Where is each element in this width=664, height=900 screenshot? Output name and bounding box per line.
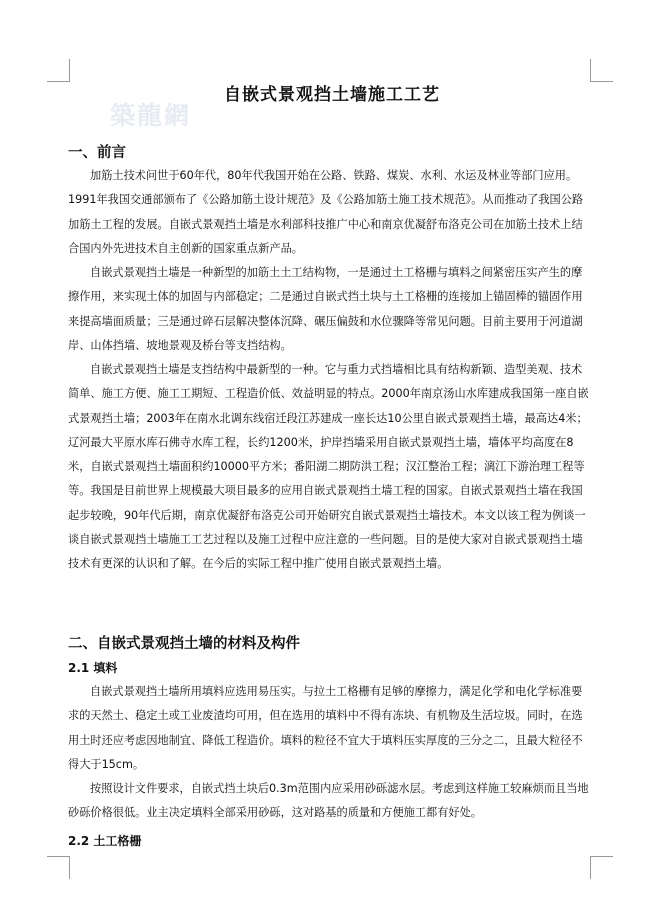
paragraph: 加筋土技术问世于60年代，80年代我国开始在公路、铁路、煤炭、水利、水运及林业等部门应用。1991年我国交通部颁布了《公路加筋土设计规范》及《公路加筋土施工技术规范》。从而推动了我国公路加筋土工程的发展。自嵌式景观挡土墙是水利部科技推广中心和南京优凝舒布洛克公司在加筋土技术上结合国内外先进技术自主创新的国家重点新产品。 xyxy=(68,169,584,255)
paragraph: 按照设计文件要求，自嵌式挡土块后0.3m范围内应采用砂砾滤水层。考虑到这样施工较麻烦而且当地砂砾价格很低。业主决定填料全部采用砂砾，这对路基的质量和方便施工都有好处。 xyxy=(68,782,589,820)
watermark-logo: 築龍網 xyxy=(110,101,192,130)
section-heading-preface: 一、前言 xyxy=(68,145,126,161)
crop-mark-top-right xyxy=(590,59,613,82)
crop-mark-top-left xyxy=(47,59,70,82)
paragraph: 自嵌式景观挡土墙是一种新型的加筋土土工结构物，一是通过土工格栅与填料之间紧密压实产生的摩擦作用，来实现土体的加固与内部稳定；二是通过自嵌式挡土块与土工格栅的连接加上锚固棒的锚固作用来提高墙面质量；三是通过碎石层解决整体沉降、碾压偏鼓和水位骤降等常见问题。目前主要用于河道湖岸、山体挡墙、坡地景观及桥台等支挡结构。 xyxy=(68,266,583,352)
section-heading-materials: 二、自嵌式景观挡土墙的材料及构件 xyxy=(68,636,300,652)
subsection-heading-geogrid: 2.2 土工格栅 xyxy=(68,834,142,848)
paragraph: 自嵌式景观挡土墙所用填料应选用易压实。与拉土工格栅有足够的摩擦力，满足化学和电化学标准要求的天然土、稳定土或工业废渣均可用，但在选用的填料中不得有冻块、有机物及生活垃圾。同时，在选用土时还应考虑因地制宜、降低工程造价。填料的粒径不宜大于填料压实厚度的三分之二，且最大粒径不得大于15cm。 xyxy=(68,685,583,771)
paragraph: 自嵌式景观挡土墙是支挡结构中最新型的一种。它与重力式挡墙相比具有结构新颖、造型美观、技术简单、施工方便、施工工期短、工程造价低、效益明显的特点。2000年南京汤山水库建成我国第一座自嵌式景观挡土墙；2003年在南水北调东线宿迁段江苏建成一座长达10公里自嵌式景观挡土墙，最高达4米；辽河最大平原水库石佛寺水库工程，长约1200米，护岸挡墙采用自嵌式景观挡土墙，墙体平均高度在8米，自嵌式景观挡土墙面积约10000平方米；番阳湖二期防洪工程；汉江整治工程；漓江下游治理工程等等。我国是目前世界上规模最大项目最多的应用自嵌式景观挡土墙工程的国家。自嵌式景观挡土墙在我国起步较晚，90年代后期，南京优凝舒布洛克公司开始研究自嵌式景观挡土墙技术。本文以该工程为例谈一谈自嵌式景观挡土墙施工工艺过程以及施工过程中应注意的一些问题。目的是使大家对自嵌式景观挡土墙技术有更深的认识和了解。在今后的实际工程中推广使用自嵌式景观挡土墙。 xyxy=(68,363,589,571)
crop-mark-bottom-right xyxy=(590,856,613,879)
document-title: 自嵌式景观挡土墙施工工艺 xyxy=(224,85,440,105)
subsection-heading-fill: 2.1 填料 xyxy=(68,661,118,675)
crop-mark-bottom-left xyxy=(47,856,70,879)
